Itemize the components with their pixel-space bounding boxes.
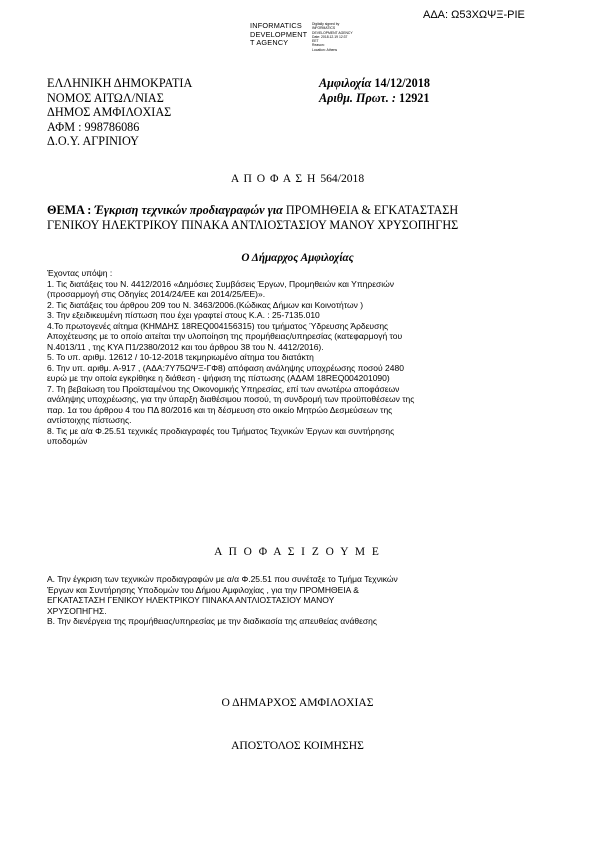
consideration-line: 4.Το πρωτογενές αίτημα (ΚΗΜΔΗΣ 18REQ004156315) του τμήματος Ύδρευσης Άρδευσης <box>47 320 389 331</box>
consideration-line: παρ. 1α του άρθρου 4 του ΠΔ 80/2016 και τη δέσμευση στο οικείο Μητρώο Δεσμεύσεων της <box>47 404 393 415</box>
signatory-title: Ο ΔΗΜΑΡΧΟΣ ΑΜΦΙΛΟΧΙΑΣ <box>221 696 374 709</box>
stamp-detail-line: INFORMATICS <box>312 26 336 31</box>
protocol-value: 12921 <box>399 90 430 105</box>
stamp-line: T AGENCY <box>250 38 289 48</box>
mayor-heading: Ο Δήμαρχος Αμφιλοχίας <box>241 252 354 264</box>
action-line: Β. Την διενέργεια της προμήθειας/υπηρεσίας με την διαδικασία της απευθείας ανάθεσης <box>47 616 377 626</box>
actions-block <box>47 574 547 627</box>
consideration-line: Έχοντας υπόψη : <box>47 268 113 278</box>
decision-title <box>0 172 595 185</box>
issuer-line: ΝΟΜΟΣ ΑΙΤΩΛ/ΝΙΑΣ <box>47 90 164 105</box>
stamp-agency-name <box>250 22 307 48</box>
ada-code: ΑΔΑ: Ω53ΧΩΨΞ-ΡΙΕ <box>423 9 525 21</box>
issuer-line: Δ.Ο.Υ. ΑΓΡΙΝΙΟΥ <box>47 134 139 148</box>
date-protocol-block <box>319 76 430 105</box>
consideration-line: 1. Τις διατάξεις του Ν. 4412/2016 «Δημόσιες Συμβάσεις Έργων, Προμηθειών και Υπηρεσιών <box>47 278 395 289</box>
issuer-block <box>47 76 192 149</box>
subject-line-1 <box>47 203 458 218</box>
stamp-detail-line: Reason: <box>312 43 325 48</box>
consideration-line: 2. Τις διατάξεις του άρθρου 209 του Ν. 3463/2006.(Κώδικας Δήμων και Κοινοτήτων ) <box>47 299 364 310</box>
stamp-detail-line: Location: Athens <box>312 47 338 52</box>
stamp-detail-line: Date: 2018.12.19 12:37 <box>312 34 348 39</box>
stamp-line: DEVELOPMENT <box>250 29 308 39</box>
subject-text: ΠΡΟΜΗΘΕΙΑ & ΕΓΚΑΤΑΣΤΑΣΗ <box>285 203 459 217</box>
consideration-line: 7. Τη βεβαίωση του Προϊσταμένου της Οικονομικής Υπηρεσίας, επί των ανωτέρω αποφάσεων <box>47 383 400 394</box>
issuer-line: ΑΦΜ : 998786086 <box>47 119 140 134</box>
stamp-signature-details <box>312 22 353 52</box>
consideration-line: ευρώ με την οποία εγκρίθηκε η διάθεση - ψήφιση της πίστωσης (ΑΔΑΜ 18REQ004201090) <box>47 373 390 383</box>
subject-label: ΘΕΜΑ : <box>47 203 92 217</box>
considerations-block <box>47 268 547 447</box>
decision-label: Α Π Ο Φ Α Σ Η <box>230 172 317 185</box>
subject-italic: Έγκριση τεχνικών προδιαγραφών για <box>94 203 283 217</box>
consideration-line: Αποχέτευσης με το οποίο αιτείται την υλοποίηση της προμήθειας/υπηρεσίας (κατεφαρμογή του <box>47 331 403 341</box>
decide-heading: Α Π Ο Φ Α Σ Ι Ζ Ο Υ Μ Ε <box>214 546 381 558</box>
consideration-line: υποδομών <box>47 436 88 446</box>
consideration-line: ανάληψης υποχρέωσης, για την ύπαρξη διαθέσιμου ποσού, τη συνδρομή των προϋποθέσεων της <box>47 394 415 404</box>
issuer-line: ΕΛΛΗΝΙΚΗ ΔΗΜΟΚΡΑΤΙΑ <box>47 76 193 90</box>
stamp-detail-line: EET <box>312 39 319 44</box>
signatory-name: ΑΠΟΣΤΟΛΟΣ ΚΟΙΜΗΣΗΣ <box>231 739 364 752</box>
stamp-line: INFORMATICS <box>250 21 302 30</box>
subject-block <box>47 203 458 232</box>
decision-number: 564/2018 <box>320 172 365 185</box>
stamp-detail-line: Digitally signed by <box>312 22 340 26</box>
stamp-detail-line: DEVELOPMENT AGENCY <box>312 30 353 35</box>
consideration-line: αντίστοιχης πίστωσης. <box>47 415 132 425</box>
consideration-line: 8. Τις με α/α Φ.25.51 τεχνικές προδιαγραφές του Τμήματος Τεχνικών Έργων και συντήρησης <box>47 425 395 436</box>
protocol-line <box>319 91 430 106</box>
consideration-line: 3. Την εξειδικευμένη πίστωση που έχει γραφτεί στους Κ.Α. : 25-7135.010 <box>47 310 320 320</box>
action-line: Α. Την έγκριση των τεχνικών προδιαγραφών με α/α Φ.25.51 που συνέταξε το Τμήμα Τεχνικών <box>47 574 398 584</box>
action-line: ΕΓΚΑΤΑΣΤΑΣΗ ΓΕΝΙΚΟΥ ΗΛΕΚΤΡΙΚΟΥ ΠΙΝΑΚΑ ΑΝΤΛΙΟΣΤΑΣΙΟΥ ΜΑΝΟΥ <box>47 595 335 605</box>
signature-stamp <box>250 22 390 56</box>
consideration-line: Ν.4013/11 , της ΚΥΑ Π1/2380/2012 και του άρθρου 38 του Ν. 4412/2016). <box>47 341 324 352</box>
date-line <box>319 76 430 91</box>
issuer-line: ΔΗΜΟΣ ΑΜΦΙΛΟΧΙΑΣ <box>47 105 172 119</box>
consideration-line: (προσαρμογή στις Οδηγίες 2014/24/ΕΕ και 2014/25/ΕΕ)». <box>47 289 266 299</box>
date-value: 14/12/2018 <box>374 76 430 90</box>
action-line: Έργων και Συντήρησης Υποδομών του Δήμου Αμφιλοχίας , για την ΠΡΟΜΗΘΕΙΑ & <box>47 584 359 595</box>
consideration-line: 6. Την υπ. αριθμ. Α-917 , (ΑΔΑ:7Υ75ΩΨΞ-ΓΦ8) απόφαση ανάληψης υποχρέωσης ποσού 2480 <box>47 362 404 373</box>
date-label: Αμφιλοχία <box>319 76 372 90</box>
consideration-line: 5. Το υπ. αριθμ. 12612 / 10-12-2018 τεκμηριωμένο αίτημα του διατάκτη <box>47 352 314 362</box>
action-line: ΧΡΥΣΟΠΗΓΗΣ. <box>47 605 107 616</box>
subject-line-2: ΓΕΝΙΚΟΥ ΗΛΕΚΤΡΙΚΟΥ ΠΙΝΑΚΑ ΑΝΤΛΙΟΣΤΑΣΙΟΥ ΜΑΝΟΥ ΧΡΥΣΟΠΗΓΗΣ <box>47 217 459 232</box>
protocol-label: Αριθμ. Πρωτ. : <box>319 90 396 105</box>
